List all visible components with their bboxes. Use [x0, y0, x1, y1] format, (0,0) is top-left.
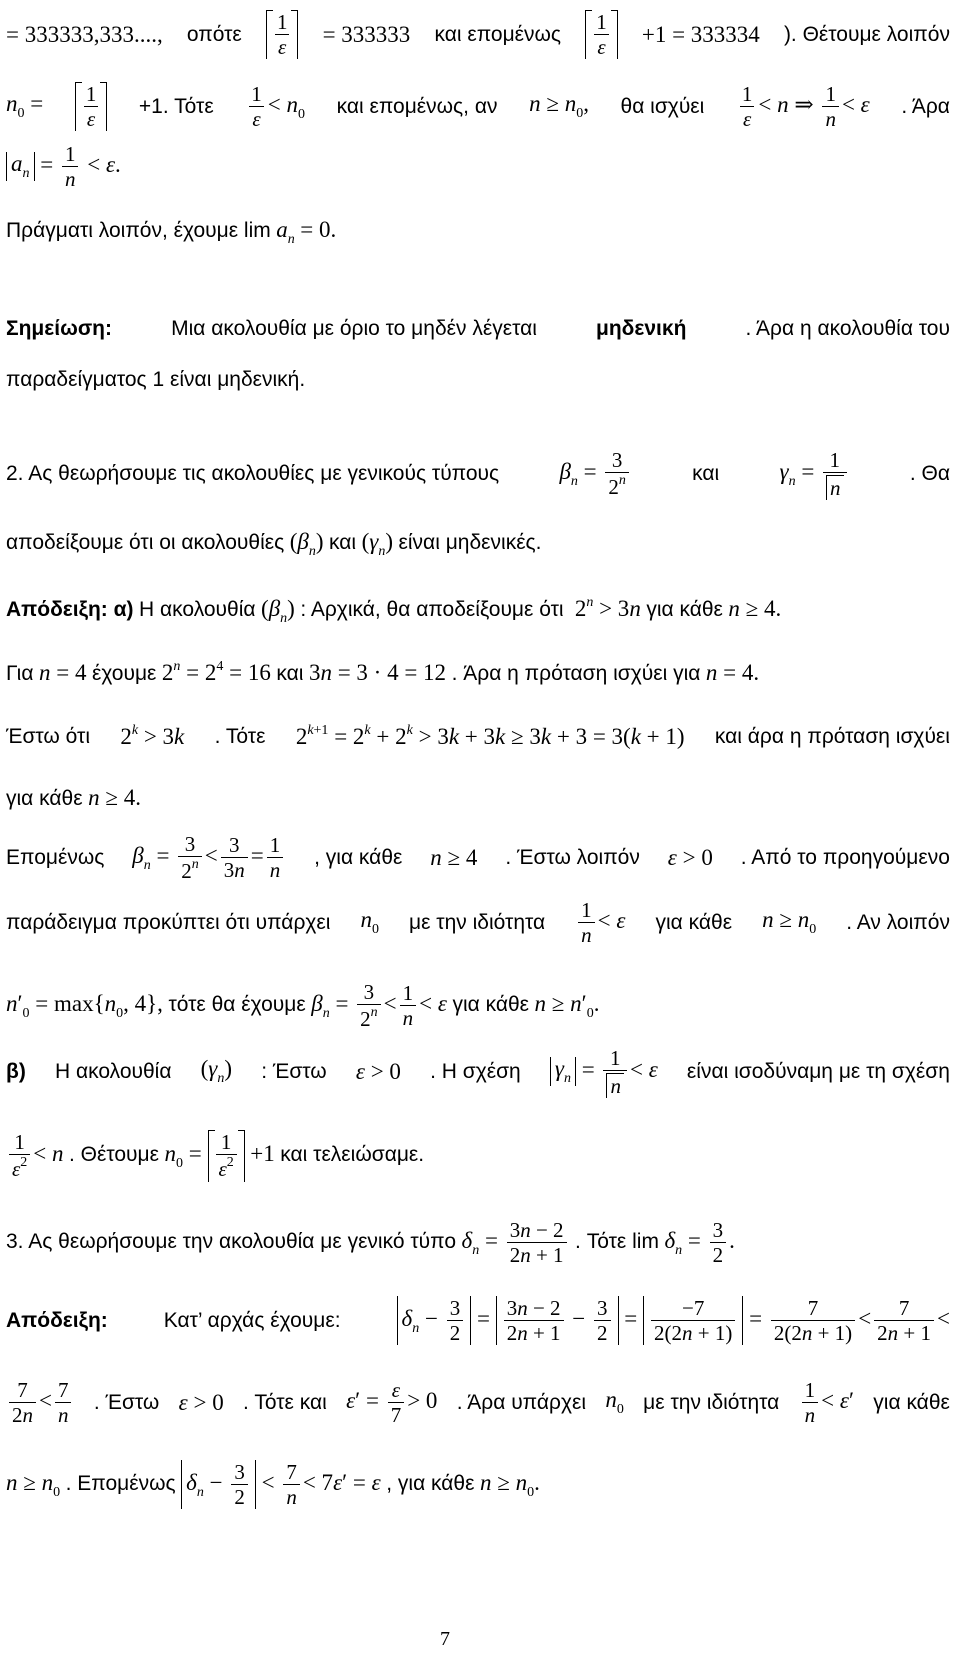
- line-18: $\frac{7}{2n}$ < $\frac{7}{n}$ . Έστω ε > 0 . Τότε και ε′ = $\frac{\varepsilon}{7}$ > 0 . Άρα υπάρχει $n_0$ με την ιδιότητα $\frac{1}{n}$ < ε′ για κάθε: [6, 1378, 950, 1427]
- line-4: Πράγματι λοιπόν, έχουμε $\lim a_n = 0$.: [6, 217, 337, 247]
- proof-3-line: Απόδειξη: Κατ’ αρχάς έχουμε: $\delta_n$ − $\frac{3}{2}$ = $\frac{3n - 2}{2n + 1}$ − $\frac{3}{2}$ = $\frac{-7}{2(2n + 1)}$ = $\frac{7}{2(2n + 1)}$ < $\frac{7}{2n + 1}$ <: [6, 1296, 950, 1346]
- line-3: $a_n$ = $\frac{1}{n}$ < ε.: [6, 142, 950, 191]
- line-2: $n_0$ = $\frac{1}{\varepsilon}$ +1. Τότε $\frac{1}{\varepsilon}$ < $n_0$ και επομένως, αν $n \ge n_0$, θα ισχύει $\frac{1}{\varepsilon}$ < n ⇒ $\frac{1}{n}$ < ε . Άρα: [6, 82, 950, 132]
- proof-a-line: Απόδειξη: α) Η ακολουθία $(\beta_n)$ : Αρχικά, θα αποδείξουμε ότι $2^n > 3n$ για κάθε n ≥ 4.: [6, 595, 782, 626]
- max-line: $n'_0 = \max\{n_0$, 4}, τότε θα έχουμε $\beta_n$ = $\frac{3}{2^n}$ < $\frac{1}{n}$ < ε για κάθε $n \ge n'_0$.: [6, 980, 600, 1032]
- epomenos-line: Επομένως $\beta_n$ = $\frac{3}{2^n}$ < $\frac{3}{3n}$ = $\frac{1}{n}$ , για κάθε n ≥ 4 . Έστω λοιπόν ε > 0 . Από το προηγούμενο: [6, 832, 950, 884]
- note-line-2: παραδείγματος 1 είναι μηδενική.: [6, 368, 306, 391]
- esto-line: Έστω ότι $2^k > 3k$ . Τότε $2^{k+1} = 2^k + 2^k > 3k + 3k \ge 3k + 3 = 3(k + 1)$ και άρα η πρόταση ισχύει: [6, 723, 950, 749]
- beta-line: β) Η ακολουθία $(\gamma_n)$ : Έστω ε > 0 . Η σχέση $\gamma_n$ = $\frac{1}{n}$ < ε είναι ισοδύναμη με τη σχέση: [6, 1046, 950, 1098]
- floor-bracket: $\frac{1}{\varepsilon}$: [266, 10, 299, 59]
- example-3-line: 3. Ας θεωρήσουμε την ακολουθία με γενικό τύπο $\delta_n$ = $\frac{3n - 2}{2n + 1}$ . Τότε $\lim \delta_n$ = $\frac{3}{2}$ .: [6, 1218, 735, 1268]
- gia-line: Για n = 4 έχουμε $2^n = 2^4 = 16$ και 3n = 3 · 4 = 12 . Άρα η πρόταση ισχύει για n = 4.: [6, 659, 760, 685]
- paradeigma-line: παράδειγμα προκύπτει ότι υπάρχει $n_0$ με την ιδιότητα $\frac{1}{n}$ < ε για κάθε $n \ge n_0$ . Αν λοιπόν: [6, 898, 950, 948]
- line-1: = 333333,333...., οπότε $\frac{1}{\varepsilon}$ = 333333 και επομένως $\frac{1}{\varepsilon}$ +1 = 333334 ). Θέτουμε λοιπόν: [6, 10, 950, 60]
- giakathe-line: για κάθε n ≥ 4.: [6, 785, 141, 810]
- note-line-1: Σημείωση: Μια ακολουθία με όριο το μηδέν λέγεται μηδενική . Άρα η ακολουθία του: [6, 317, 950, 340]
- example-2-line-1: 2. Ας θεωρήσουμε τις ακολουθίες με γενικούς τύπους $\beta_n$ = $\frac{3}{2^n}$ και $\gamma_n$ = $\frac{1}{n}$ . Θα: [6, 448, 950, 500]
- example-2-line-2: αποδείξουμε ότι οι ακολουθίες $(\beta_n)$ και $(\gamma_n)$ είναι μηδενικές.: [6, 529, 542, 559]
- thetoume-line: $\frac{1}{\varepsilon^2}$ < n . Θέτουμε $n_0$ = $\frac{1}{\varepsilon^2}$ +1 και τελειώσαμε.: [6, 1130, 950, 1182]
- page-number: 7: [440, 1628, 450, 1650]
- line-19: $n \ge n_0$ . Επομένως $\delta_n$ − $\frac{3}{2}$ < $\frac{7}{n}$ < 7ε′ = ε , για κάθε $n \ge n_0$.: [6, 1460, 540, 1510]
